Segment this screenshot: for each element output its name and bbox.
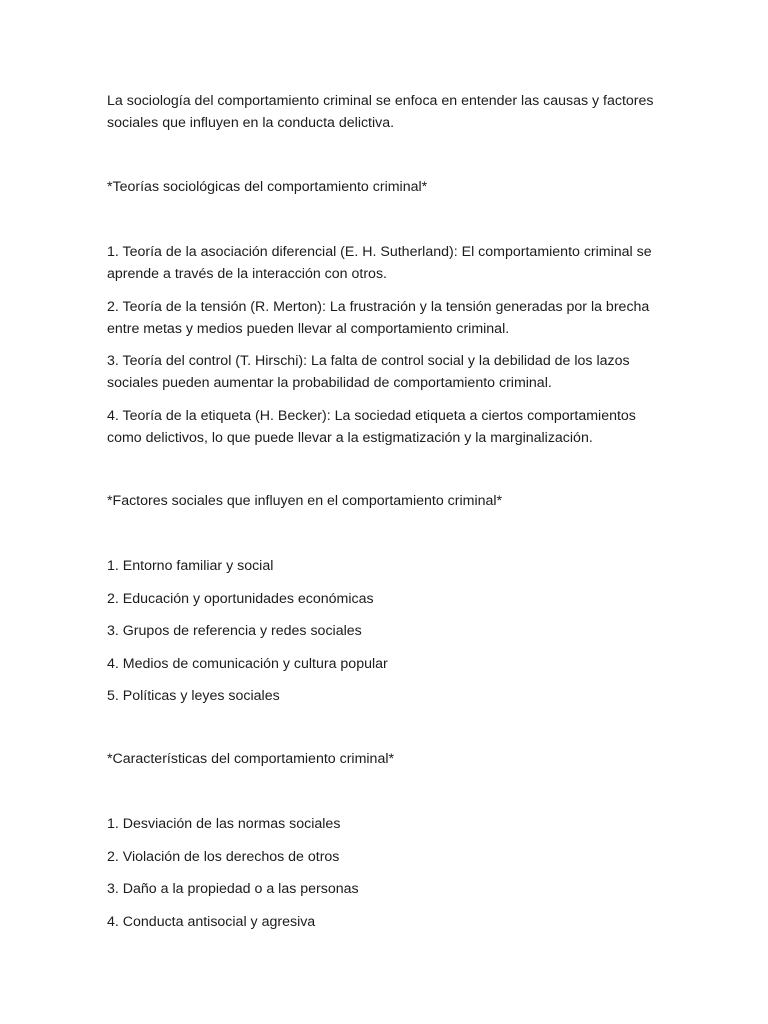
- list-item: 3. Daño a la propiedad o a las personas: [107, 881, 359, 897]
- factors-list: [107, 555, 667, 718]
- section-heading-factors: *Factores sociales que influyen en el comportamiento criminal*: [107, 493, 503, 509]
- theories-list: [107, 241, 667, 459]
- list-item: 2. Violación de los derechos de otros: [107, 848, 340, 865]
- list-item: 5. Políticas y leyes sociales: [107, 688, 280, 704]
- list-item: 3. Grupos de referencia y redes sociales: [107, 623, 362, 639]
- list-item: 4. Teoría de la etiqueta (H. Becker): La sociedad etiqueta a ciertos comportamientos como delictivos, lo que puede llevar a la estigmatización y la marginalización.: [107, 407, 636, 446]
- intro-paragraph: La sociología del comportamiento criminal se enfoca en entender las causas y factores sociales que influyen en la conducta delictiva.: [107, 93, 654, 131]
- list-item: 2. Educación y oportunidades económicas: [107, 590, 374, 607]
- list-item: 1. Teoría de la asociación diferencial (E. H. Sutherland): El comportamiento criminal se aprende a través de la interacción con otros.: [107, 244, 652, 282]
- list-item: 3. Teoría del control (T. Hirschi): La falta de control social y la debilidad de los lazos sociales pueden aumentar la probabilidad de comportamiento criminal.: [107, 353, 630, 391]
- characteristics-list: [107, 813, 667, 943]
- list-item: 4. Conducta antisocial y agresiva: [107, 913, 316, 930]
- list-item: 1. Entorno familiar y social: [107, 558, 274, 574]
- list-item: 2. Teoría de la tensión (R. Merton): La frustración y la tensión generadas por la brecha entre metas y medios pueden llevar al comportamiento criminal.: [107, 298, 650, 337]
- section-heading-theories: *Teorías sociológicas del comportamiento criminal*: [107, 179, 428, 195]
- list-item: 4. Medios de comunicación y cultura popular: [107, 655, 388, 672]
- section-heading-characteristics: *Características del comportamiento criminal*: [107, 751, 395, 767]
- list-item: 1. Desviación de las normas sociales: [107, 816, 341, 832]
